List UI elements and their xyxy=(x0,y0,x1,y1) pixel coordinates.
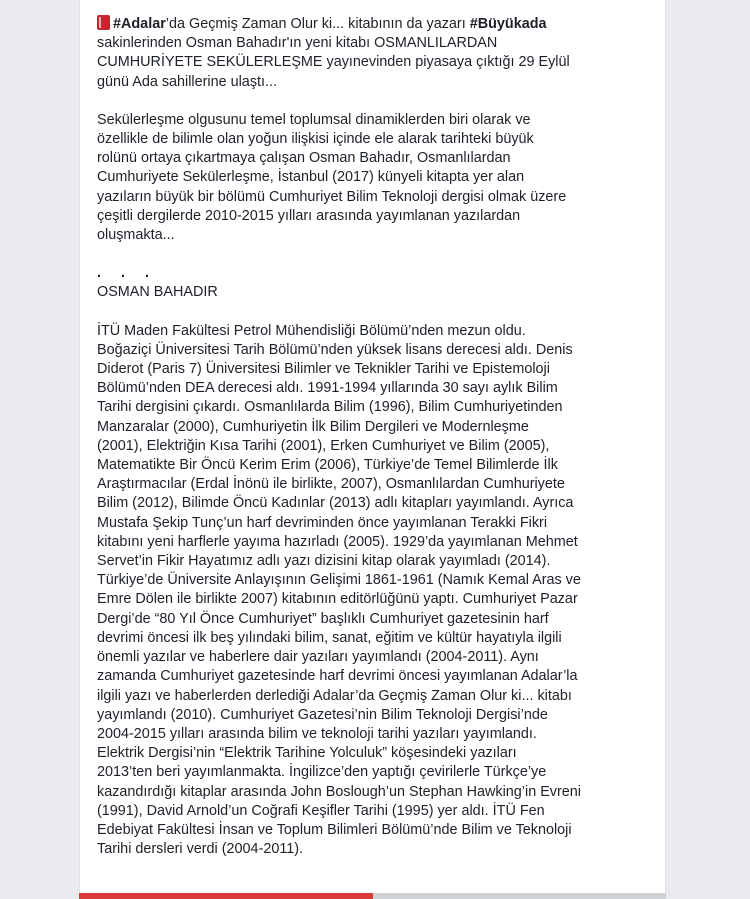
paragraph-spacer xyxy=(97,303,659,322)
intro-text-2: sakinlerinden Osman Bahadır'ın yeni kitabı OSMANLILARDAN CUMHURİYETE SEKÜLERLEŞME yayınevinden piyasaya çıktığı 29 Eylül günü Ada sahillerine ulaştı... xyxy=(97,35,570,90)
scroll-progress-bar xyxy=(79,893,666,899)
post-card xyxy=(79,0,666,893)
post-text xyxy=(97,15,659,859)
secularization-paragraph: Sekülerleşme olgusunu temel toplumsal dinamiklerden biri olarak ve özellikle de bilimle olan yoğun ilişkisi içinde ele alarak tarihteki büyük rolünü ortaya çıkartmaya çalışan Osman Bahadır, Osmanlılardan Cumhuriyete Sekülerleşme, İstanbul (2017) künyeli kitapta yer alan yazıların büyük bir bölümü Cumhuriyet Bilim Teknoloji dergisi olmak üzere çeşitli dergilerde 2010-2015 yılları arasında yayımlanan yazılardan oluşmakta... xyxy=(97,111,567,244)
hashtag-adalar-link[interactable]: #Adalar xyxy=(113,16,166,32)
red-book-icon xyxy=(97,15,110,30)
paragraph-spacer xyxy=(97,92,659,111)
paragraph-spacer xyxy=(97,245,659,264)
intro-paragraph xyxy=(97,15,659,92)
author-heading: OSMAN BAHADIR xyxy=(97,284,218,301)
section-divider-dots: . . . xyxy=(97,265,157,282)
hashtag-buyukada-link[interactable]: #Büyükada xyxy=(469,16,547,32)
scroll-progress-thumb xyxy=(79,893,373,899)
intro-text-1: ’da Geçmiş Zaman Olur ki... kitabının da yazarı xyxy=(165,16,470,32)
author-bio-paragraph: İTÜ Maden Fakültesi Petrol Mühendisliği Bölümü’nden mezun oldu. Boğaziçi Üniversitesi Tarih Bölümü’nden yüksek lisans derecesi aldı. Denis Diderot (Paris 7) Üniversitesi Bilimler ve Teknikler Tarihi ve Epistemoloji Bölümü’nden DEA derecesi aldı. 1991-1994 yıllarında 30 sayı aylık Bilim Tarihi dergisini çıkardı. Osmanlılarda Bilim (1996), Bilim Cumhuriyetinden Manzaralar (2000), Cumhuriyetin İlk Bilim Dergileri ve Modernleşme (2001), Elektriğin Kısa Tarihi (2001), Erken Cumhuriyet ve Bilim (2005), Matematikte Bir Öncü Kerim Erim (2006), Türkiye’de Temel Bilimlerde İlk Araştırmacılar (Erdal İnönü ile birlikte, 2007), Osmanlılardan Cumhuriyete Bilim (2012), Bilimde Öncü Kadınlar (2013) adlı kitapları yayımlandı. Ayrıca Mustafa Şekip Tunç’un harf devriminden önce yayımlanan Terakki Fikri kitabını yeni harflerle yayıma hazırladı (2005). 1929’da yayımlanan Mehmet Servet’in Fikir Hayatımız adlı yazı dizisini kitap olarak yayımladı (2014). Türkiye’de Üniversite Anlayışının Gelişimi 1861-1961 (Namık Kemal Aras ve Emre Dölen ile birlikte 2007) kitabının editörlüğünü yaptı. Cumhuriyet Pazar Dergi’de “80 Yıl Önce Cumhuriyet” başlıklı Cumhuriyet gazetesinin harf devrimi öncesi ilk beş yılındaki bilim, sanat, eğitim ve kültür hayatıyla ilgili önemli yazılar ve haberlere dair yazıları yayımlandı (2004-2011). Aynı zamanda Cumhuriyet gazetesinde harf devrimi öncesi yayımlanan Adalar’la ilgili yazı ve haberlerden derlediği Adalar’da Geçmiş Zaman Olur ki... kitabı yayımlandı (2010). Cumhuriyet Gazetesi’nin Bilim Teknoloji Dergisi’nde 2004-2015 yılları arasında bilim ve teknoloji tarihi yazıları yayımlandı. Elektrik Dergisi’nin “Elektrik Tarihine Yolculuk” köşesindeki yazıları 2013’ten beri yayımlanmakta. İngilizce’den yaptığı çevirilerle Türkçe’ye kazandırdığı kitaplar arasında John Boslough’un Stephan Hawking’in Evreni (1991), David Arnold’un Coğrafi Keşifler Tarihi (1995) yer aldı. İTÜ Fen Edebiyat Fakültesi İnsan ve Toplum Bilimleri Bölümü’nde Bilim ve Teknoloji Tarihi dersleri verdi (2004-2011). xyxy=(97,322,581,858)
